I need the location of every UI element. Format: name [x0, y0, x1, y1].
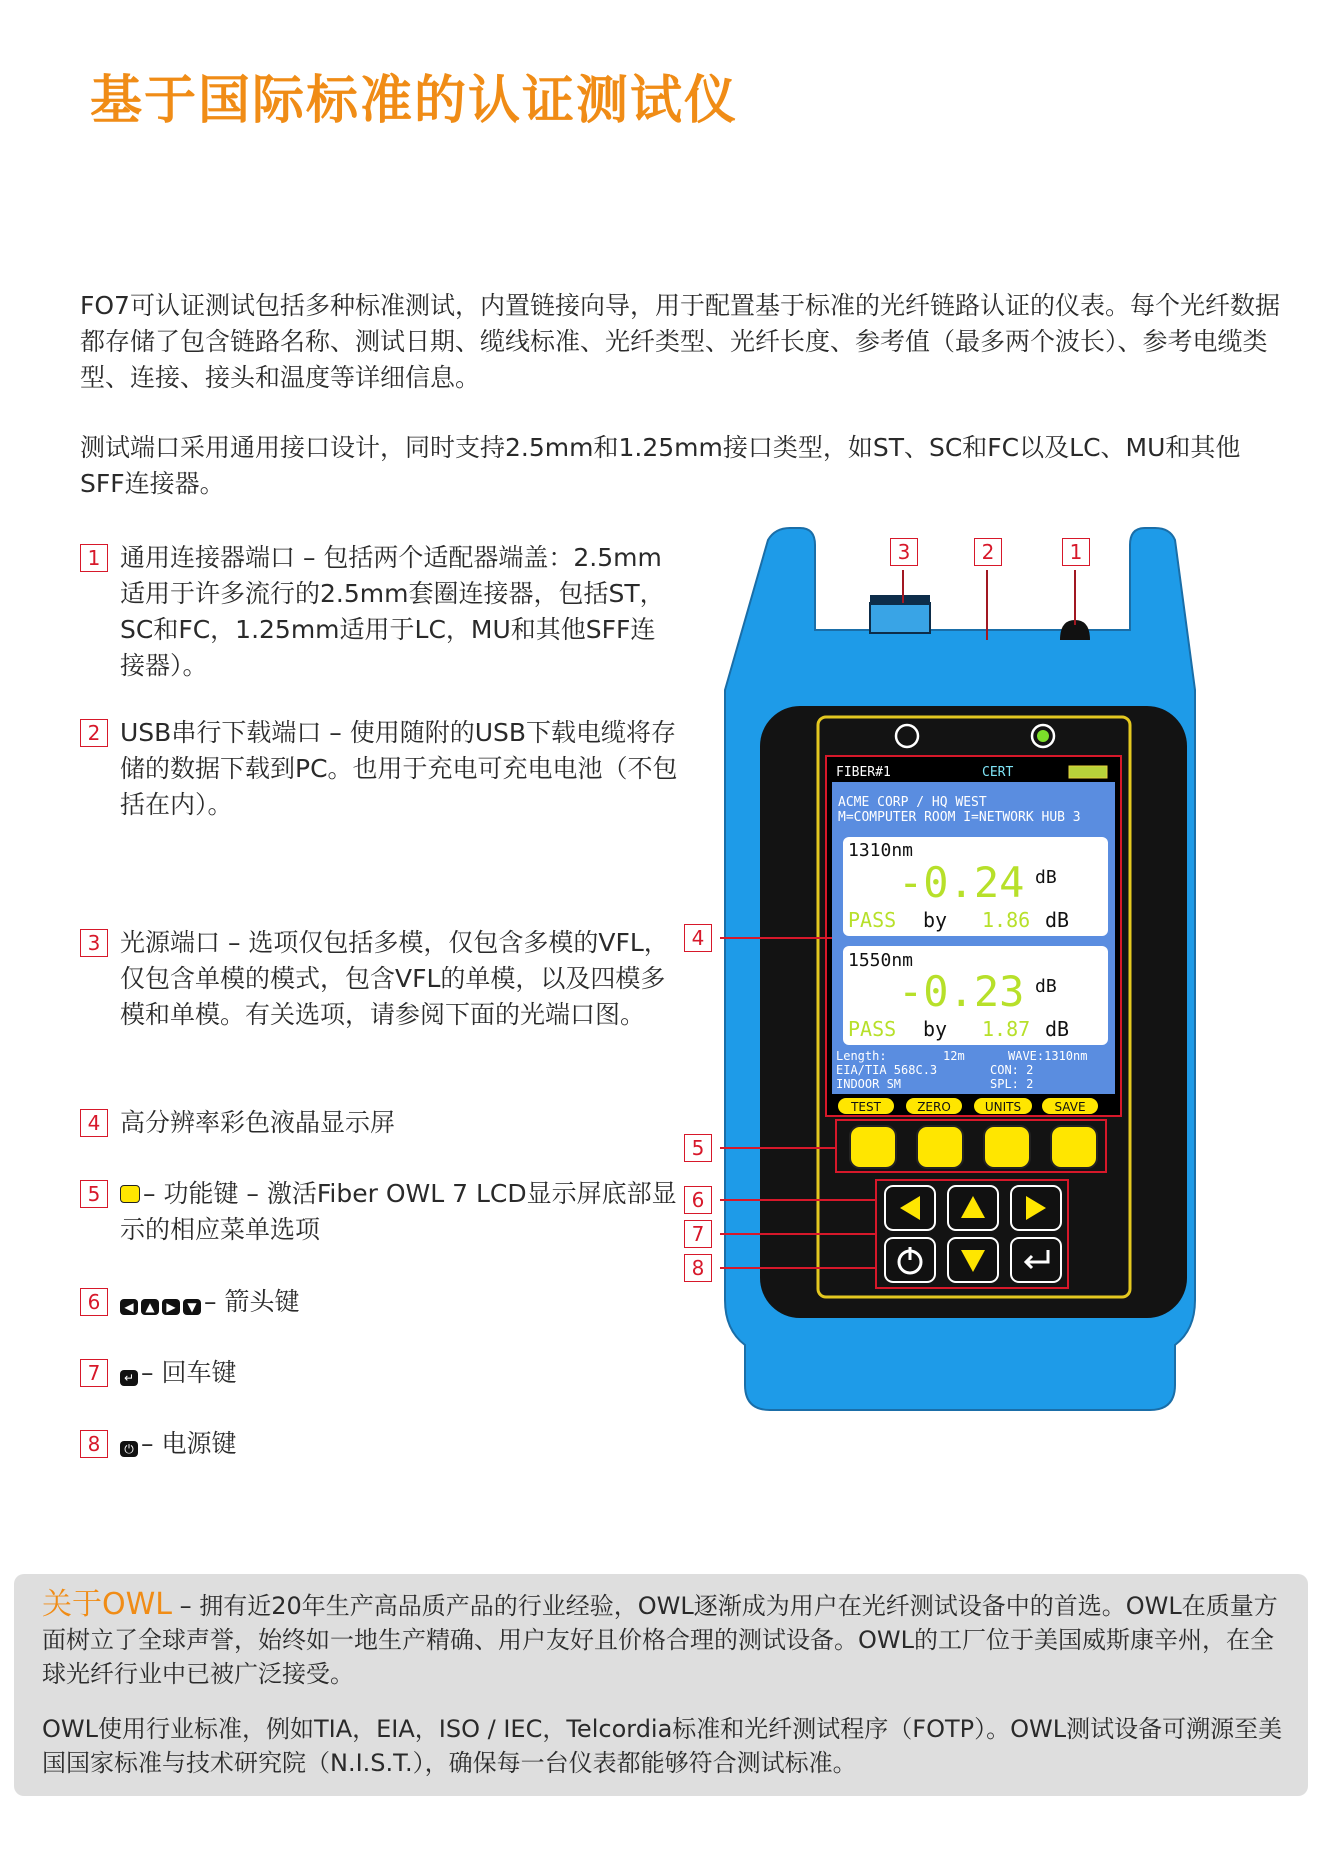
battery-icon — [1069, 766, 1107, 778]
result-by: by — [923, 1017, 948, 1041]
status-led-on — [1037, 730, 1049, 742]
feature-item-7 — [80, 1355, 680, 1391]
device-callout-2: 2 — [974, 538, 1002, 566]
screen-splices: SPL: 2 — [990, 1077, 1034, 1091]
fiber-owl-device-illustration — [720, 520, 1220, 1420]
feature-item-8 — [80, 1426, 680, 1462]
feature-number: 2 — [80, 719, 108, 747]
enter-key[interactable] — [1011, 1238, 1061, 1282]
result-wavelength: 1310nm — [848, 840, 914, 861]
result-wavelength: 1550nm — [848, 950, 914, 971]
feature-item-2 — [80, 715, 680, 823]
device-callout-8: 8 — [684, 1254, 712, 1282]
arrow-right-icon: ▶ — [162, 1299, 180, 1315]
about-paragraph-1: – 拥有近20年生产高品质产品的行业经验，OWL逐渐成为用户在光纤测试设备中的首选。OWL在质量方面树立了全球声誉，始终如一地生产精确、用户友好且价格合理的测试设备。OWL的工厂位于美国威斯康辛州，在全球光纤行业中已被广泛接受。 — [42, 1592, 1278, 1688]
screen-fiber-label: FIBER#1 — [836, 765, 891, 780]
arrow-down-icon: ▼ — [183, 1299, 201, 1315]
feature-number: 7 — [80, 1359, 108, 1387]
screen-connectors: CON: 2 — [990, 1063, 1034, 1077]
feature-item-6 — [80, 1284, 680, 1320]
result-margin: 1.87 — [982, 1017, 1031, 1041]
feature-item-4 — [80, 1105, 680, 1141]
device-callout-3: 3 — [890, 538, 918, 566]
function-key-4[interactable] — [1051, 1126, 1097, 1168]
result-unit: dB — [1035, 976, 1057, 997]
device-callout-1: 1 — [1062, 538, 1090, 566]
feature-text: – 功能键 – 激活Fiber OWL 7 LCD显示屏底部显示的相应菜单选项 — [120, 1179, 677, 1244]
screen-location-line: M=COMPUTER ROOM I=NETWORK HUB 3 — [838, 810, 1081, 825]
screen-length-value: 12m — [943, 1049, 965, 1063]
feature-number: 4 — [80, 1109, 108, 1137]
arrow-up-icon: ▲ — [141, 1299, 159, 1315]
feature-text: – 回车键 — [141, 1358, 237, 1387]
feature-number: 8 — [80, 1430, 108, 1458]
light-source-port — [870, 603, 930, 633]
device-callout-5: 5 — [684, 1134, 712, 1162]
device-callout-7: 7 — [684, 1220, 712, 1248]
result-by: by — [923, 908, 948, 932]
feature-text: 光源端口 – 选项仅包括多模，仅包含多模的VFL，仅包含单模的模式，包含VFL的单模，以及四模多模和单模。有关选项，请参阅下面的光端口图。 — [120, 928, 669, 1029]
feature-text: 高分辨率彩色液晶显示屏 — [120, 1108, 396, 1137]
result-margin-unit: dB — [1045, 1017, 1070, 1041]
intro-paragraph-1: FO7可认证测试包括多种标准测试，内置链接向导，用于配置基于标准的光纤链路认证的仪表。每个光纤数据都存储了包含链路名称、测试日期、缆线标准、光纤类型、光纤长度、参考值（最多两个波长）、参考电缆类型、连接、接头和温度等详细信息。 — [80, 291, 1280, 392]
function-key-1[interactable] — [850, 1126, 896, 1168]
arrow-left-icon: ◀ — [120, 1299, 138, 1315]
lcd-screen — [832, 782, 1115, 1094]
softkey-label-test: TEST — [851, 1100, 881, 1114]
function-key-icon — [120, 1185, 140, 1203]
screen-fiber-type: INDOOR SM — [836, 1077, 902, 1091]
page-title: 基于国际标准的认证测试仪 — [90, 71, 739, 131]
result-pass: PASS — [848, 908, 897, 932]
enter-icon: ↵ — [120, 1370, 138, 1386]
screen-wave: WAVE:1310nm — [1008, 1049, 1088, 1063]
feature-number: 3 — [80, 929, 108, 957]
result-loss-value: -0.24 — [898, 858, 1025, 907]
device-callout-4: 4 — [684, 924, 712, 952]
about-heading: 关于OWL — [42, 1587, 172, 1622]
feature-item-1 — [80, 540, 680, 684]
result-loss-value: -0.23 — [898, 967, 1025, 1016]
screen-standard: EIA/TIA 568C.3 — [836, 1063, 938, 1077]
result-unit: dB — [1035, 867, 1057, 888]
function-key-3[interactable] — [984, 1126, 1030, 1168]
intro-paragraph-2: 测试端口采用通用接口设计，同时支持2.5mm和1.25mm接口类型，如ST、SC和FC以及LC、MU和其他SFF连接器。 — [80, 433, 1241, 498]
about-paragraph-2: OWL使用行业标准，例如TIA，EIA，ISO / IEC，Telcordia标准和光纤测试程序（FOTP）。OWL测试设备可溯源至美国国家标准与技术研究院（N.I.S.T.），确保每一台仪表都能够符合测试标准。 — [42, 1715, 1283, 1777]
screen-mode-label: CERT — [982, 765, 1014, 780]
feature-text: USB串行下载端口 – 使用随附的USB下载电缆将存储的数据下载到PC。也用于充电可充电电池（不包括在内）。 — [120, 718, 678, 819]
about-owl-panel — [14, 1574, 1308, 1796]
feature-item-3 — [80, 925, 680, 1033]
screen-site-line: ACME CORP / HQ WEST — [838, 795, 987, 810]
feature-number: 6 — [80, 1288, 108, 1316]
result-margin: 1.86 — [982, 908, 1031, 932]
result-pass: PASS — [848, 1017, 897, 1041]
softkey-label-zero: ZERO — [917, 1100, 951, 1114]
feature-number: 5 — [80, 1180, 108, 1208]
feature-number: 1 — [80, 544, 108, 572]
function-key-2[interactable] — [917, 1126, 963, 1168]
feature-text: – 电源键 — [141, 1429, 237, 1458]
power-icon: ⏻ — [120, 1441, 138, 1457]
feature-text: – 箭头键 — [204, 1287, 300, 1316]
result-margin-unit: dB — [1045, 908, 1070, 932]
feature-item-5 — [80, 1176, 680, 1248]
device-callout-6: 6 — [684, 1186, 712, 1214]
feature-text: 通用连接器端口 – 包括两个适配器端盖：2.5mm适用于许多流行的2.5mm套圈连接器，包括ST，SC和FC，1.25mm适用于LC，MU和其他SFF连接器）。 — [120, 543, 665, 680]
softkey-label-units: UNITS — [984, 1100, 1022, 1114]
softkey-label-save: SAVE — [1054, 1100, 1086, 1114]
screen-length-label: Length: — [836, 1049, 887, 1063]
